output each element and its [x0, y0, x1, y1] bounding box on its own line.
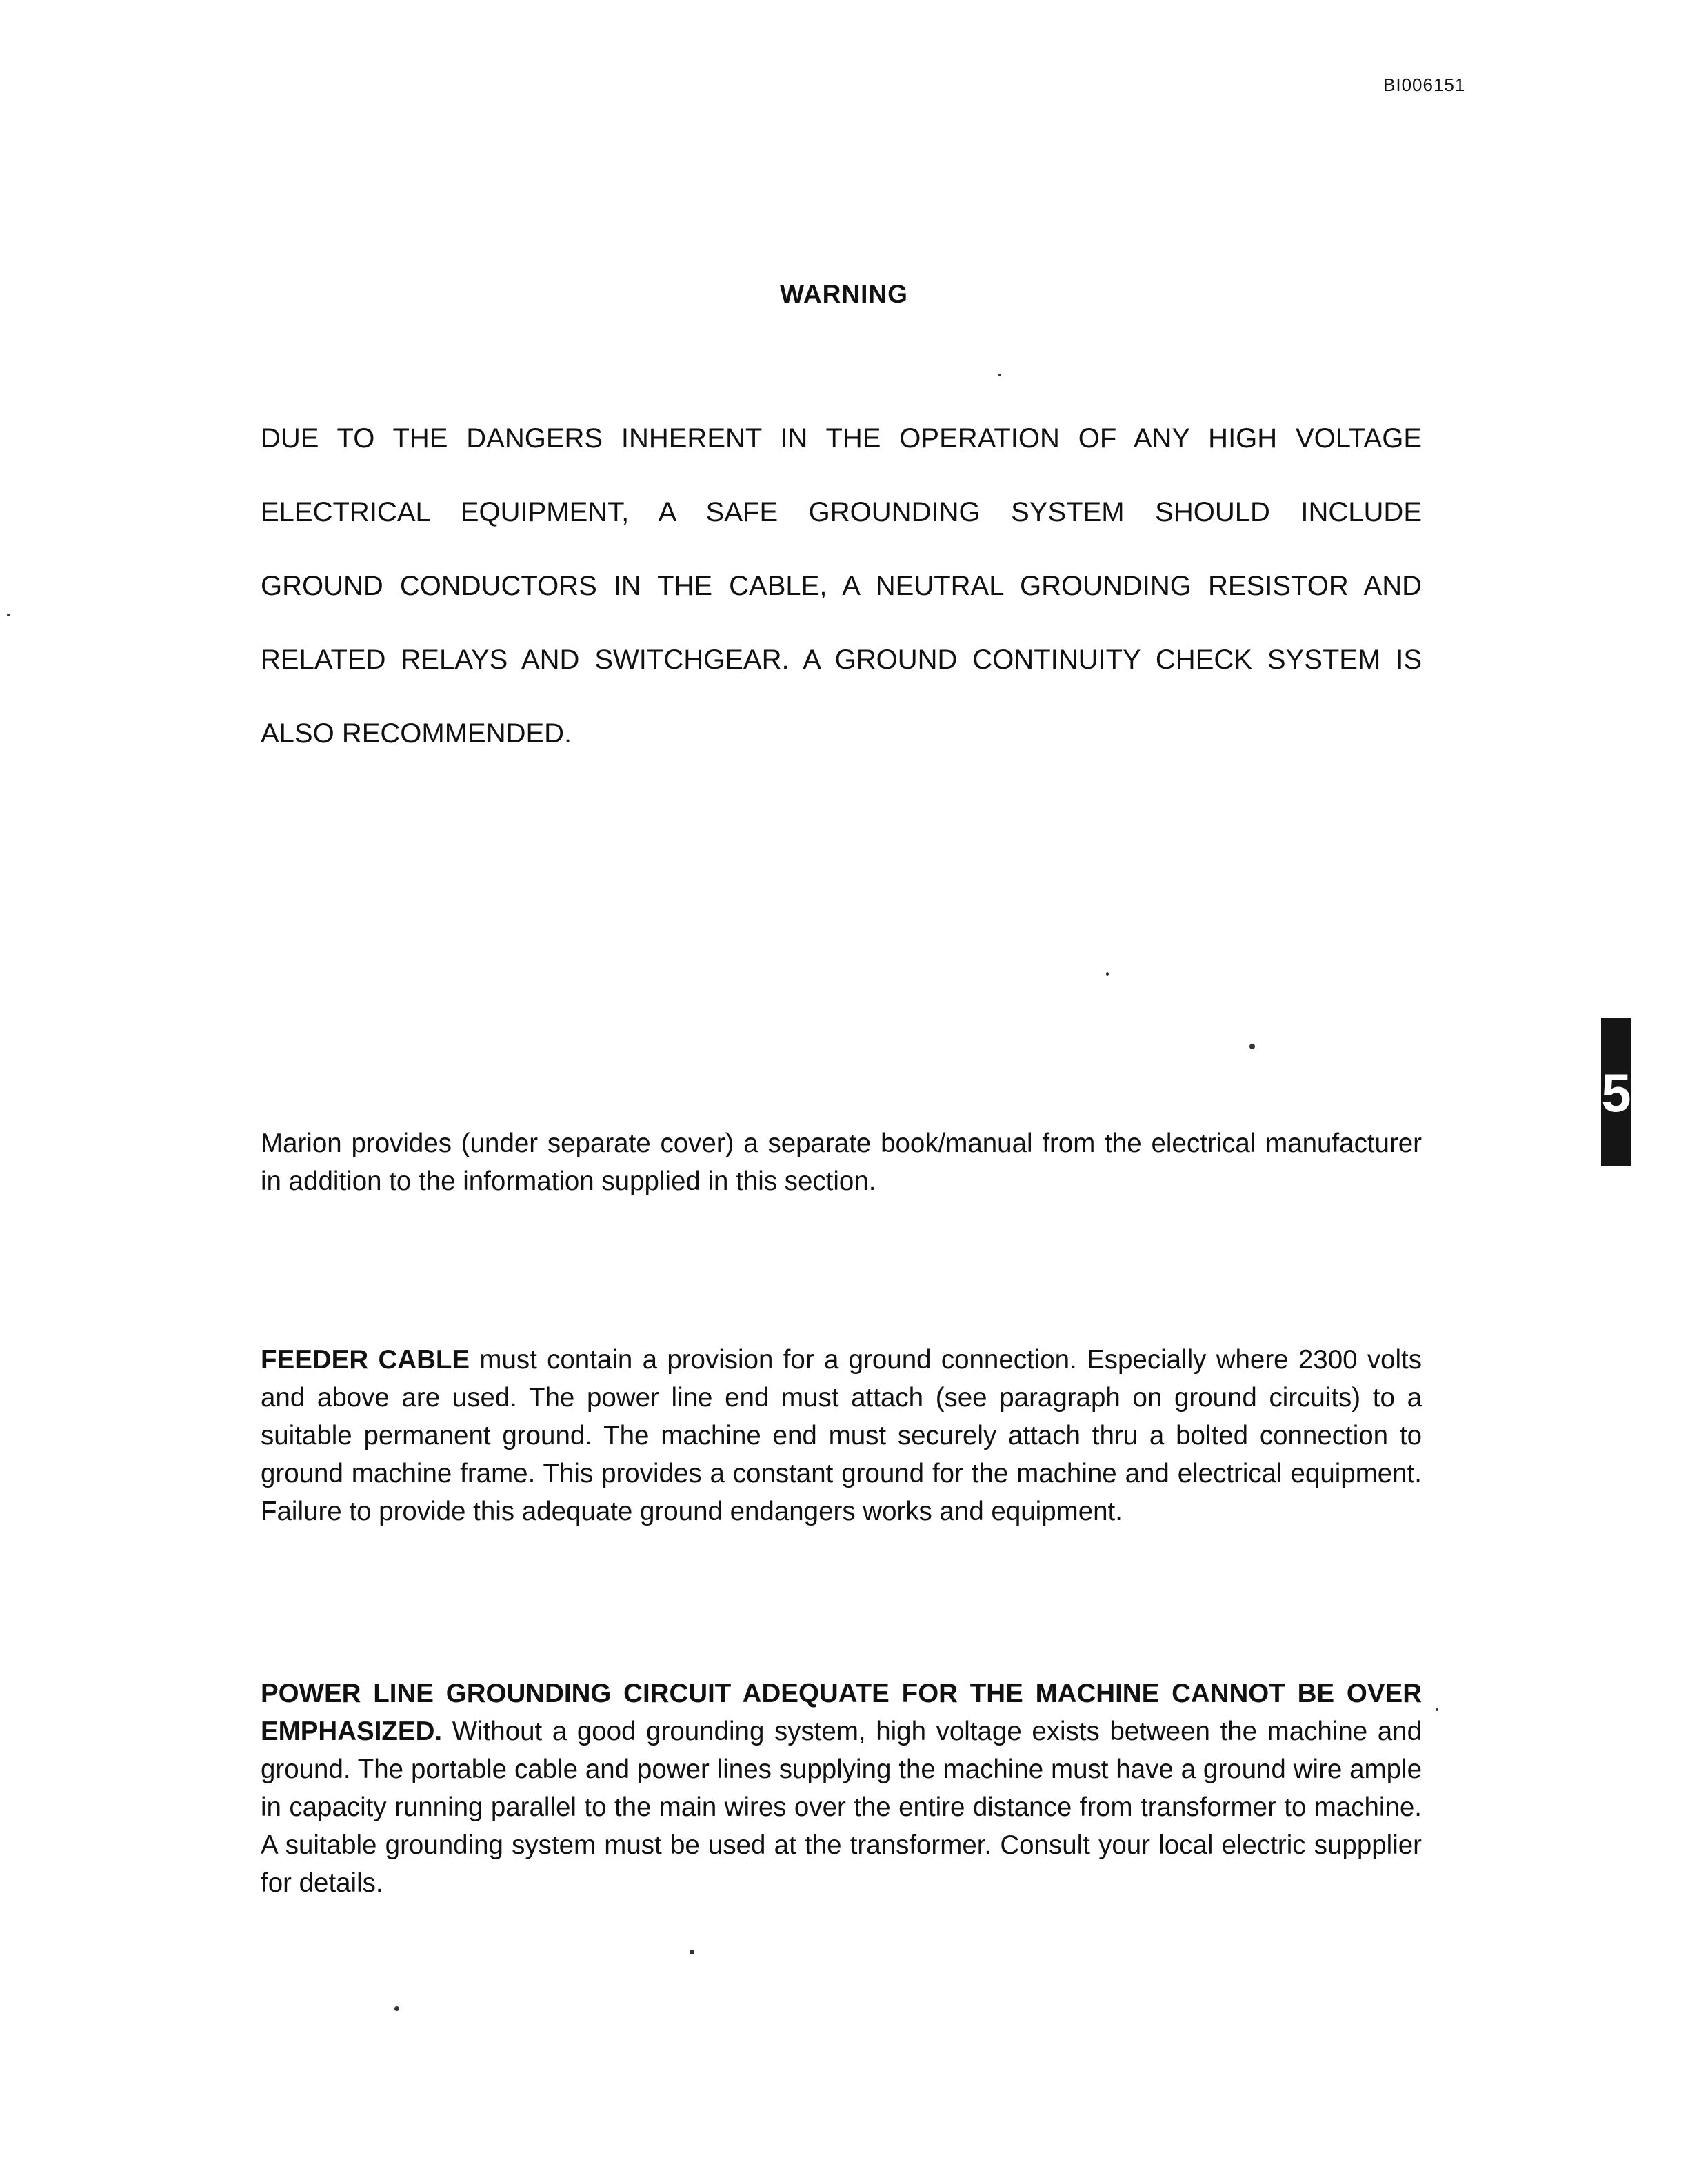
warning-line: DUE TO THE DANGERS INHERENT IN THE OPERATION OF ANY HIGH VOLTAGE — [261, 423, 1422, 454]
scan-speck — [998, 374, 1001, 376]
power-line-text: Without a good grounding system, high voltage exists between the machine and ground. The portable cable and power lines supplying the machine must have a ground wire ample in capacity running parallel to the main wires over the entire distance from transformer to machine. A suitable grounding system must be used at the transformer. Consult your local electric suppplier for details. — [261, 1716, 1422, 1898]
scan-speck — [1436, 1708, 1438, 1711]
intro-paragraph: Marion provides (under separate cover) a separate book/manual from the electrical manufacturer in addition to the information supplied in this section. — [261, 1128, 1422, 1196]
document-id: BI006151 — [1383, 74, 1466, 95]
warning-body — [261, 418, 1422, 787]
scan-speck — [7, 614, 10, 616]
section-tab — [1601, 1018, 1631, 1166]
feeder-cable-paragraph — [261, 1341, 1422, 1530]
warning-title: WARNING — [780, 280, 908, 308]
scan-speck — [1249, 1044, 1255, 1049]
scan-speck — [690, 1950, 694, 1954]
warning-line: GROUND CONDUCTORS IN THE CABLE, A NEUTRAL GROUNDING RESISTOR AND — [261, 571, 1422, 601]
scan-speck — [1106, 972, 1109, 976]
warning-line: RELATED RELAYS AND SWITCHGEAR. A GROUND CONTINUITY CHECK SYSTEM IS — [261, 645, 1422, 675]
section-tab-number: 5 — [1601, 1062, 1631, 1123]
warning-line: ALSO RECOMMENDED. — [261, 718, 572, 749]
scan-speck — [394, 2006, 399, 2011]
warning-line: ELECTRICAL EQUIPMENT, A SAFE GROUNDING SYSTEM SHOULD INCLUDE — [261, 497, 1422, 527]
power-line-heading: POWER LINE GROUNDING CIRCUIT ADEQUATE FOR THE MACHINE CANNOT BE OVER EMPHASIZED. — [261, 1678, 1422, 1746]
feeder-cable-heading: FEEDER CABLE — [261, 1344, 470, 1375]
feeder-cable-text: must contain a provision for a ground connection. Especially where 2300 volts and above are used. The power line end must attach (see paragraph on ground circuits) to a suitable permanent ground. The machine end must securely attach thru a bolted connection to ground machine frame. This provides a constant ground for the machine and electrical equipment. Failure to provide this adequate ground endangers works and equipment. — [261, 1344, 1423, 1526]
power-line-paragraph — [261, 1675, 1422, 1902]
